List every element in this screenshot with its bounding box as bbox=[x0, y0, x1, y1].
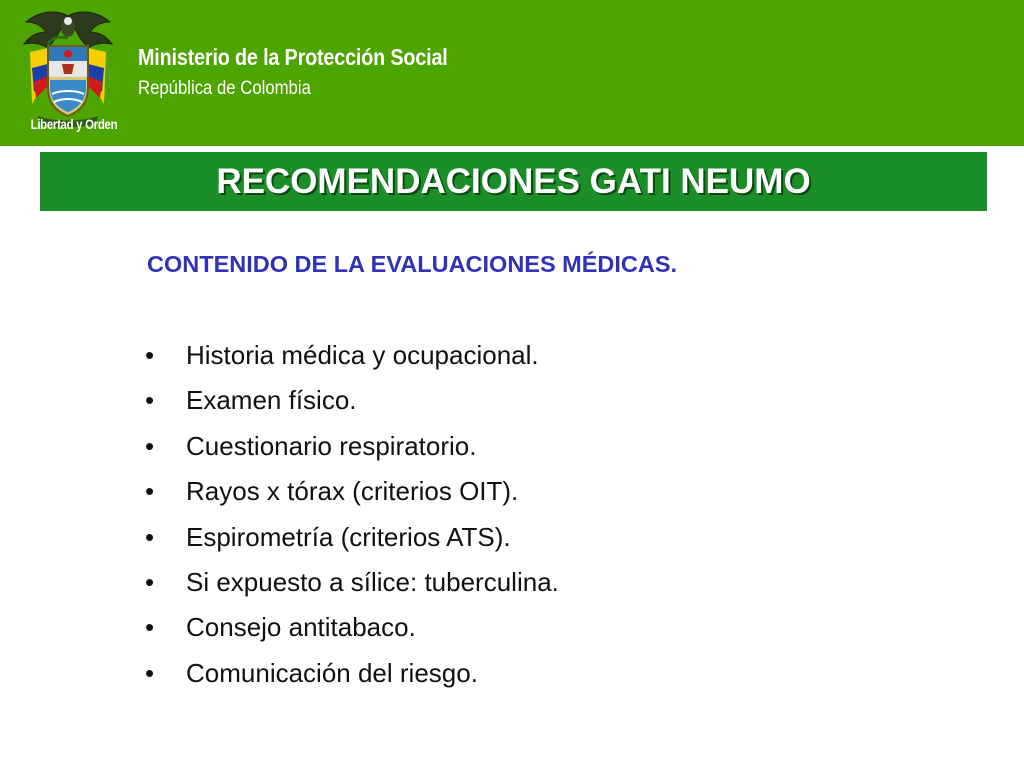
bullet-icon: • bbox=[145, 521, 155, 552]
bullet-icon: • bbox=[145, 612, 155, 643]
bullet-icon: • bbox=[145, 566, 155, 597]
section-subtitle: CONTENIDO DE LA EVALUACIONES MÉDICAS. bbox=[147, 251, 678, 277]
list-item-text: Espirometría (criterios ATS). bbox=[186, 521, 511, 552]
bullet-icon: • bbox=[145, 340, 155, 370]
ministry-name: Ministerio de la Protección Social bbox=[138, 44, 448, 70]
header-banner bbox=[0, 0, 1024, 146]
list-item-text: Cuestionario respiratorio. bbox=[186, 430, 477, 461]
bullet-icon: • bbox=[145, 430, 155, 461]
slide-title: RECOMENDACIONES GATI NEUMO bbox=[216, 162, 811, 201]
list-item-text: Historia médica y ocupacional. bbox=[186, 340, 539, 370]
list-item-text: Rayos x tórax (criterios OIT). bbox=[186, 476, 519, 507]
list-item-text: Examen físico. bbox=[186, 385, 357, 416]
country-name: República de Colombia bbox=[138, 78, 311, 99]
list-item-text: Si expuesto a sílice: tuberculina. bbox=[186, 566, 559, 597]
bullet-icon: • bbox=[145, 657, 155, 688]
motto-text: Libertad y Orden bbox=[30, 116, 118, 132]
bullet-icon: • bbox=[145, 476, 155, 507]
bullet-icon: • bbox=[145, 385, 155, 416]
list-item-text: Comunicación del riesgo. bbox=[186, 657, 478, 688]
list-item-text: Consejo antitabaco. bbox=[186, 612, 416, 643]
